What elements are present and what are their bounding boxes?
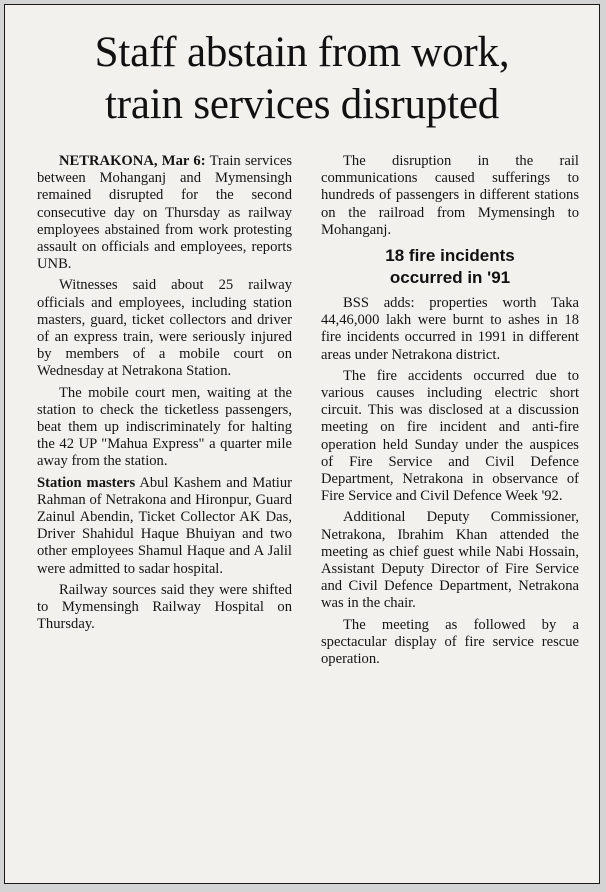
paragraph-4 xyxy=(37,475,292,578)
subheading-line-2: occurred in '91 xyxy=(389,268,511,288)
headline-line-2: train services disrupted xyxy=(104,81,500,128)
headline-line-1: Staff abstain from work, xyxy=(94,29,510,76)
subheading xyxy=(321,245,579,289)
paragraph-1 xyxy=(37,153,292,273)
headline xyxy=(5,27,599,131)
right-column xyxy=(321,153,579,672)
paragraph-7: BSS adds: properties worth Taka 44,46,000 lakh were burnt to ashes in 18 fire incidents occurred in 1991 in different areas under Netrakona district. xyxy=(321,295,579,363)
paragraph-5: Railway sources said they were shifted to Mymensingh Railway Hospital on Thursday. xyxy=(37,581,292,633)
paragraph-6: The disruption in the rail communications caused sufferings to hundreds of passengers in different stations on the railroad from Mymensingh to Mohanganj. xyxy=(321,153,579,238)
left-column xyxy=(37,153,292,637)
paragraph-4-lead: Station masters xyxy=(37,474,136,491)
paragraph-2: Witnesses said about 25 railway officials and employees, including station masters, guard, ticket collectors and driver of an express train, were seriously injured by members of a mobile court on Wednesday at Netrakona Station. xyxy=(37,277,292,380)
subheading-line-1: 18 fire incidents xyxy=(385,246,515,266)
paragraph-1-text: Train services between Mohanganj and Mymensingh remained disrupted for the second consecutive day on Thursday as railway employees abstained from work protesting assault on officials and employees, reports UNB. xyxy=(37,153,292,273)
paragraph-9: Additional Deputy Commissioner, Netrakona, Ibrahim Khan attended the meeting as chief guest while Nabi Hossain, Assistant Deputy Director of Fire Service and Civil Defence Department, Netrakona was in the chair. xyxy=(321,509,579,612)
newspaper-clipping xyxy=(4,4,600,884)
paragraph-10: The meeting as followed by a spectacular display of fire service rescue operation. xyxy=(321,616,579,668)
paragraph-8: The fire accidents occurred due to various causes including electric short circuit. This was disclosed at a discussion meeting on fire incident and anti-fire operation held Sunday under the auspices of Fire Service and Civil Defence Department, Netrakona in observance of Fire Service and Civil Defence Week '92. xyxy=(321,367,579,505)
dateline: NETRAKONA, Mar 6: xyxy=(59,153,206,169)
paragraph-4-text: Abul Kashem and Matiur Rahman of Netrakona and Hironpur, Guard Zainul Abendin, Ticket Collector AK Das, Driver Shahidul Haque Bhuiyan and two other employees Shamul Haque and A Jalil were admitted to sadar hospital. xyxy=(37,474,292,577)
paragraph-3: The mobile court men, waiting at the station to check the ticketless passengers, beat them up indiscriminately for halting the 42 UP "Mahua Express" a quarter mile away from the station. xyxy=(37,384,292,470)
